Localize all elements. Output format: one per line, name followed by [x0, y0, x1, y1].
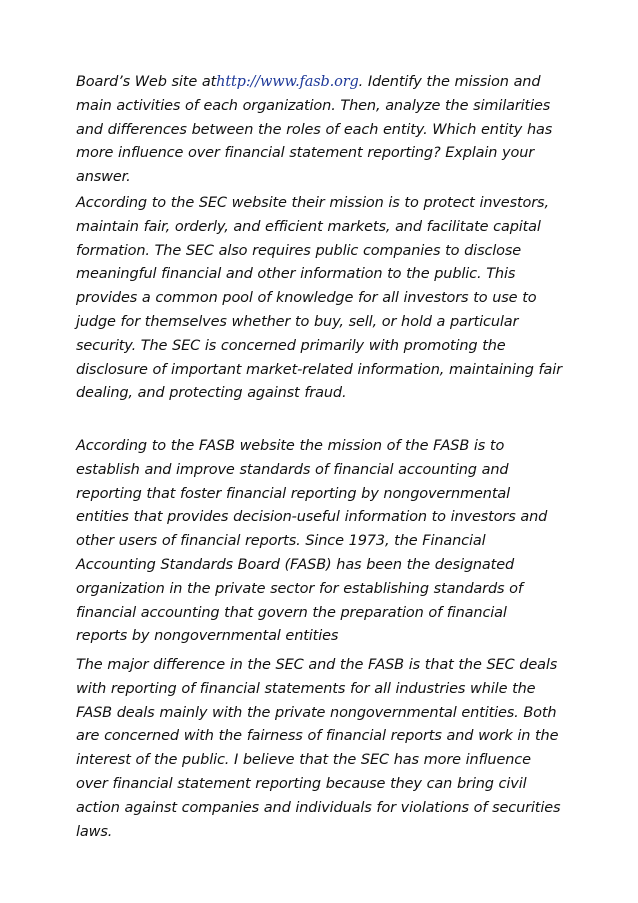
- intro-text-after-link: . Identify the mission and main activities of each organization. Then, analyze the similarities and differences between the roles of each entity. Which entity has more influence over financial statement reporting? Explain your answer.: [76, 74, 553, 186]
- sec-mission-paragraph: According to the SEC website their mission is to protect investors, maintain fair, orderly, and efficient markets, and facilitate capital formation. The SEC also requires public companies to disclose meaningful financial and other information to the public. This provides a common pool of knowledge for all investors to use to judge for themselves whether to buy, sell, or hold a particular security. The SEC is concerned primarily with promoting the disclosure of important market-related information, maintaining fair dealing, and protecting against fraud.: [76, 195, 562, 402]
- fasb-mission-paragraph: According to the FASB website the mission of the FASB is to establish and improve standards of financial accounting and reporting that foster financial reporting by nongovernmental entities that provides decision-useful information to investors and other users of financial reports. Since 1973, the Financial Accounting Standards Board (FASB) has been the designated organization in the private sector for establishing standards of financial accounting that govern the preparation of financial reports by nongovernmental entities: [76, 438, 548, 645]
- intro-paragraph: [76, 71, 562, 190]
- intro-text-before-link: Board’s Web site at: [76, 74, 217, 90]
- difference-paragraph: The major difference in the SEC and the FASB is that the SEC deals with reporting of financial statements for all industries while the FASB deals mainly with the private nongovernmental entities. Both are concerned with the fairness of financial reports and work in the interest of the public. I believe that the SEC has more influence over financial statement reporting because they can bring civil action against companies and individuals for violations of securities laws.: [76, 657, 561, 840]
- fasb-website-link[interactable]: http://www.fasb.org: [216, 74, 359, 90]
